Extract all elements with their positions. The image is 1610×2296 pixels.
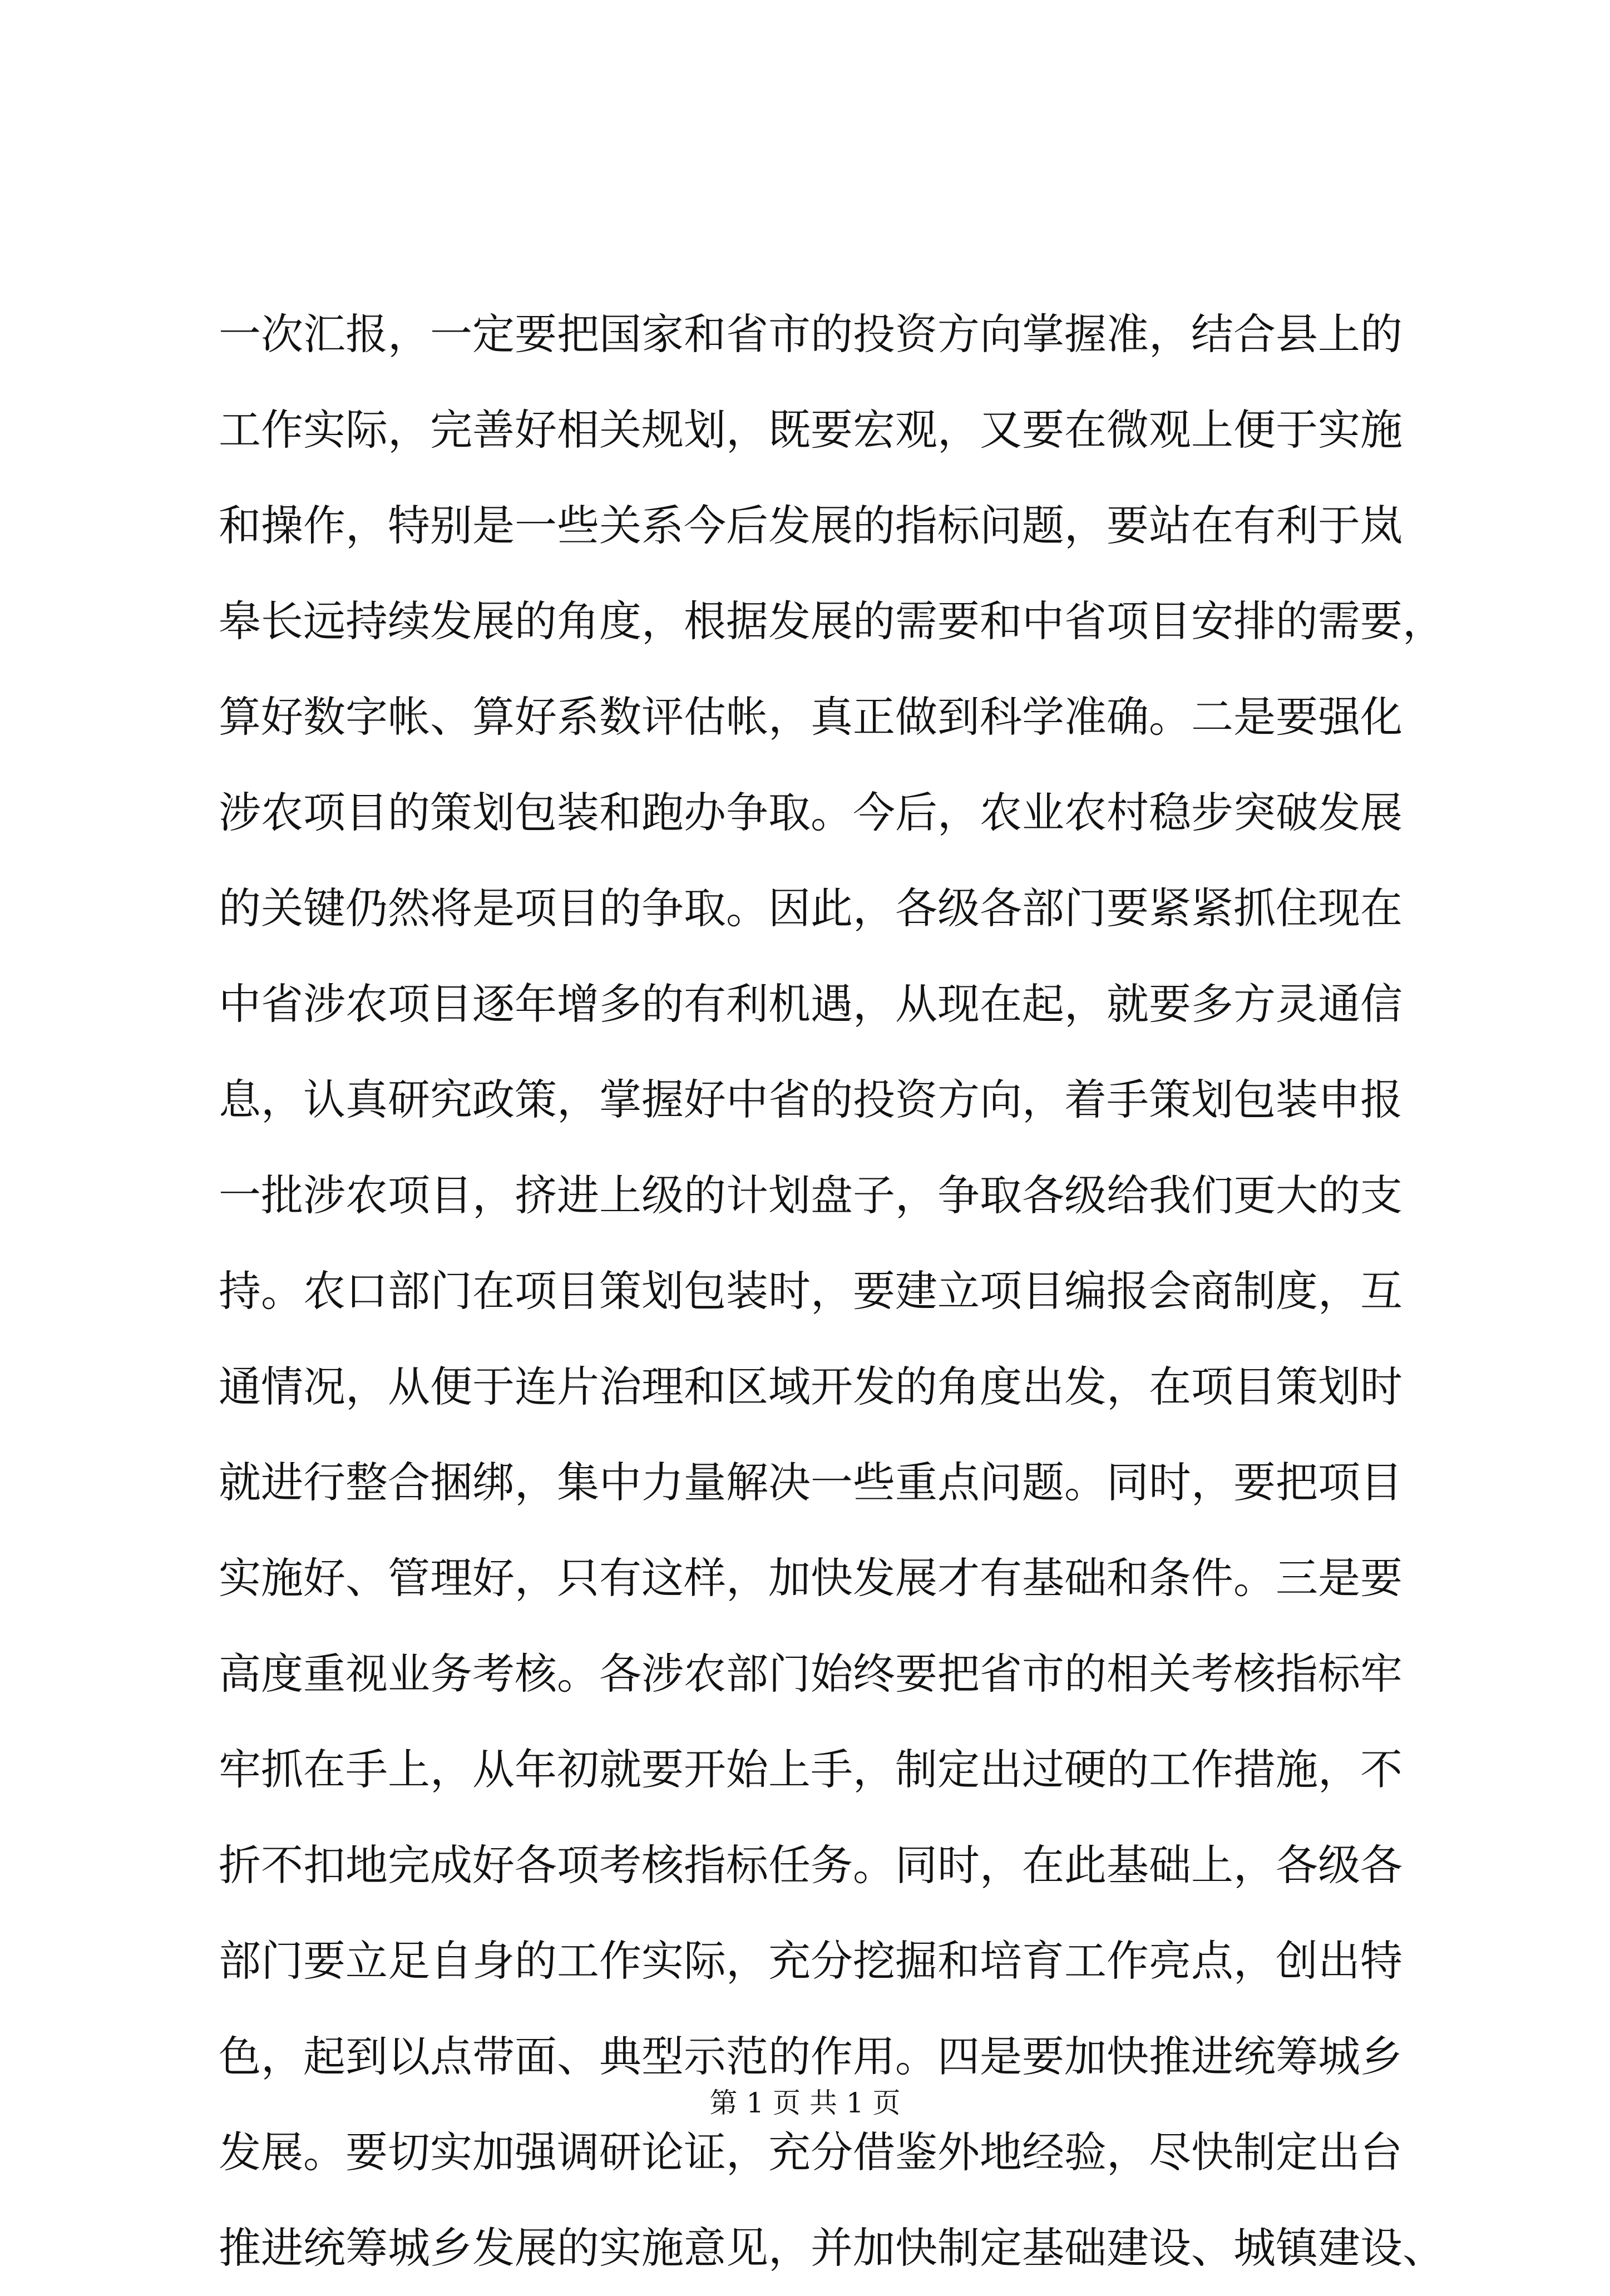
text-line: 牢抓在手上，从年初就要开始上手，制定出过硬的工作措施，不 (219, 1745, 1402, 1794)
text-line: 涉农项目的策划包装和跑办争取。今后，农业农村稳步突破发展 (219, 788, 1402, 837)
page-footer (0, 2081, 1610, 2121)
text-line: 的关键仍然将是项目的争取。因此，各级各部门要紧紧抓住现在 (219, 883, 1402, 933)
text-line: 部门要立足自身的工作实际，充分挖掘和培育工作亮点，创出特 (219, 1936, 1402, 1986)
text-line: 中省涉农项目逐年增多的有利机遇，从现在起，就要多方灵通信 (219, 979, 1402, 1029)
text-line: 发展。要切实加强调研论证，充分借鉴外地经验，尽快制定出台 (219, 2127, 1402, 2177)
text-line: 就进行整合捆绑，集中力量解决一些重点问题。同时，要把项目 (219, 1458, 1402, 1507)
text-line: 算好数字帐、算好系数评估帐，真正做到科学准确。二是要强化 (219, 692, 1402, 742)
text-line: 一次汇报，一定要把国家和省市的投资方向掌握准，结合县上的 (219, 309, 1402, 359)
text-line: 色，起到以点带面、典型示范的作用。四是要加快推进统筹城乡 (219, 2032, 1402, 2081)
text-line: 折不扣地完成好各项考核指标任务。同时，在此基础上，各级各 (219, 1840, 1402, 1890)
text-line: 皋长远持续发展的角度，根据发展的需要和中省项目安排的需要， (219, 596, 1445, 646)
text-line: 持。农口部门在项目策划包装时，要建立项目编报会商制度，互 (219, 1266, 1402, 1316)
text-line: 和操作，特别是一些关系今后发展的指标问题，要站在有利于岚 (219, 501, 1402, 550)
body-text (219, 287, 1445, 2296)
page-number: 第 1 页 共 1 页 (709, 2087, 901, 2119)
text-line: 推进统筹城乡发展的实施意见，并加快制定基础建设、城镇建设、 (219, 2223, 1445, 2273)
text-line: 通情况，从便于连片治理和区域开发的角度出发，在项目策划时 (219, 1362, 1402, 1411)
text-line: 实施好、管理好，只有这样，加快发展才有基础和条件。三是要 (219, 1553, 1402, 1603)
text-line: 息，认真研究政策，掌握好中省的投资方向，着手策划包装申报 (219, 1075, 1402, 1124)
text-line: 一批涉农项目，挤进上级的计划盘子，争取各级给我们更大的支 (219, 1171, 1402, 1220)
text-line: 工作实际，完善好相关规划，既要宏观，又要在微观上便于实施 (219, 405, 1402, 455)
text-line: 高度重视业务考核。各涉农部门始终要把省市的相关考核指标牢 (219, 1649, 1402, 1698)
